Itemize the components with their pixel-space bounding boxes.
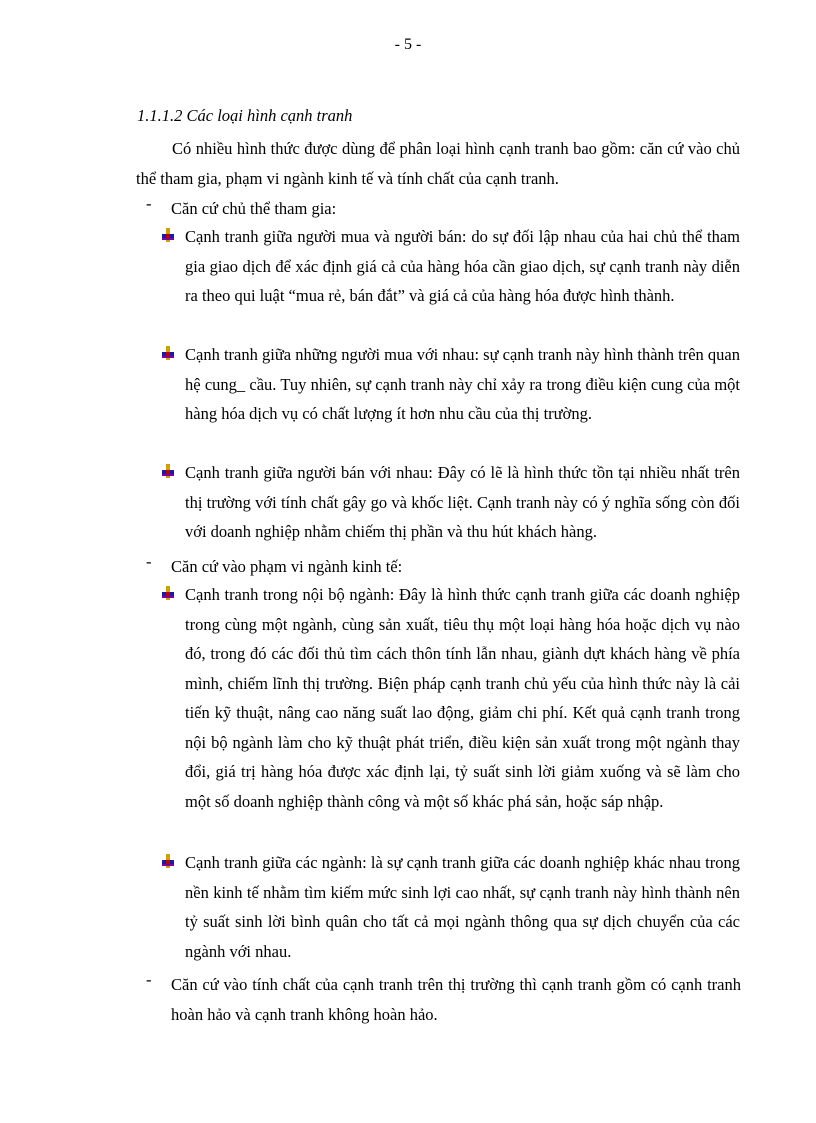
dash-marker: - <box>146 552 152 571</box>
bullet-text: Cạnh tranh giữa các ngành: là sự cạnh tranh giữa các doanh nghiệp khác nhau trong nền kinh tế nhằm tìm kiếm mức sinh lợi cao nhất, sự cạnh tranh này hình thành nên tỷ suất sinh lời bình quân cho tất cả mọi ngành thông qua sự dịch chuyển của các ngành với nhau. <box>185 853 740 961</box>
cross-bullet-icon <box>160 463 176 479</box>
dash-marker: - <box>146 194 152 213</box>
cross-bullet-icon <box>160 227 176 243</box>
section-label: Căn cứ vào tính chất của cạnh tranh trên thị trường thì cạnh tranh gồm có cạnh tranh hoàn hảo và cạnh tranh không hoàn hảo. <box>171 975 741 1024</box>
section-heading: 1.1.1.2 Các loại hình cạnh tranh <box>137 106 353 125</box>
bullet-text: Cạnh tranh giữa người bán với nhau: Đây có lẽ là hình thức tồn tại nhiều nhất trên thị trường với tính chất gây go và khốc liệt. Cạnh tranh này có ý nghĩa sống còn đối với doanh nghiệp nhằm chiếm thị phần và thu hút khách hàng. <box>185 463 740 541</box>
cross-bullet-icon <box>160 345 176 361</box>
cross-bullet-icon <box>160 585 176 601</box>
bullet-text: Cạnh tranh giữa người mua và người bán: do sự đối lập nhau của hai chủ thể tham gia giao dịch để xác định giá cả của hàng hóa cần giao dịch, sự cạnh tranh này diễn ra theo qui luật “mua rẻ, bán đắt” và giá cả của hàng hóa được hình thành. <box>185 227 740 305</box>
section-label: Căn cứ chủ thể tham gia: <box>171 199 337 218</box>
intro-paragraph: Có nhiều hình thức được dùng để phân loại hình cạnh tranh bao gồm: căn cứ vào chủ thể tham gia, phạm vi ngành kinh tế và tính chất của cạnh tranh. <box>136 139 740 188</box>
section-label: Căn cứ vào phạm vi ngành kinh tế: <box>171 557 403 576</box>
cross-bullet-icon <box>160 853 176 869</box>
dash-marker: - <box>146 970 152 989</box>
bullet-text: Cạnh tranh giữa những người mua với nhau: sự cạnh tranh này hình thành trên quan hệ cung_ cầu. Tuy nhiên, sự cạnh tranh này chỉ xảy ra trong điều kiện cung của một hàng hóa dịch vụ có chất lượng ít hơn nhu cầu của thị trường. <box>185 345 740 423</box>
page-number: - 5 - <box>394 36 422 53</box>
bullet-text: Cạnh tranh trong nội bộ ngành: Đây là hình thức cạnh tranh giữa các doanh nghiệp trong cùng một ngành, cùng sản xuất, tiêu thụ một loại hàng hóa hoặc dịch vụ nào đó, trong đó các đối thủ tìm cách thôn tính lẫn nhau, giành dựt khách hàng về phía mình, chiếm lĩnh thị trường. Biện pháp cạnh tranh chủ yếu của hình thức này là cải tiến kỹ thuật, nâng cao năng suất lao động, giảm chi phí. Kết quả cạnh tranh trong nội bộ ngành làm cho kỹ thuật phát triển, điều kiện sản xuất trong một ngành thay đổi, giá trị hàng hóa được xác định lại, tỷ suất sinh lời giảm xuống và sẽ làm cho một số doanh nghiệp thành công và một số khác phá sản, hoặc sáp nhập. <box>185 585 740 811</box>
